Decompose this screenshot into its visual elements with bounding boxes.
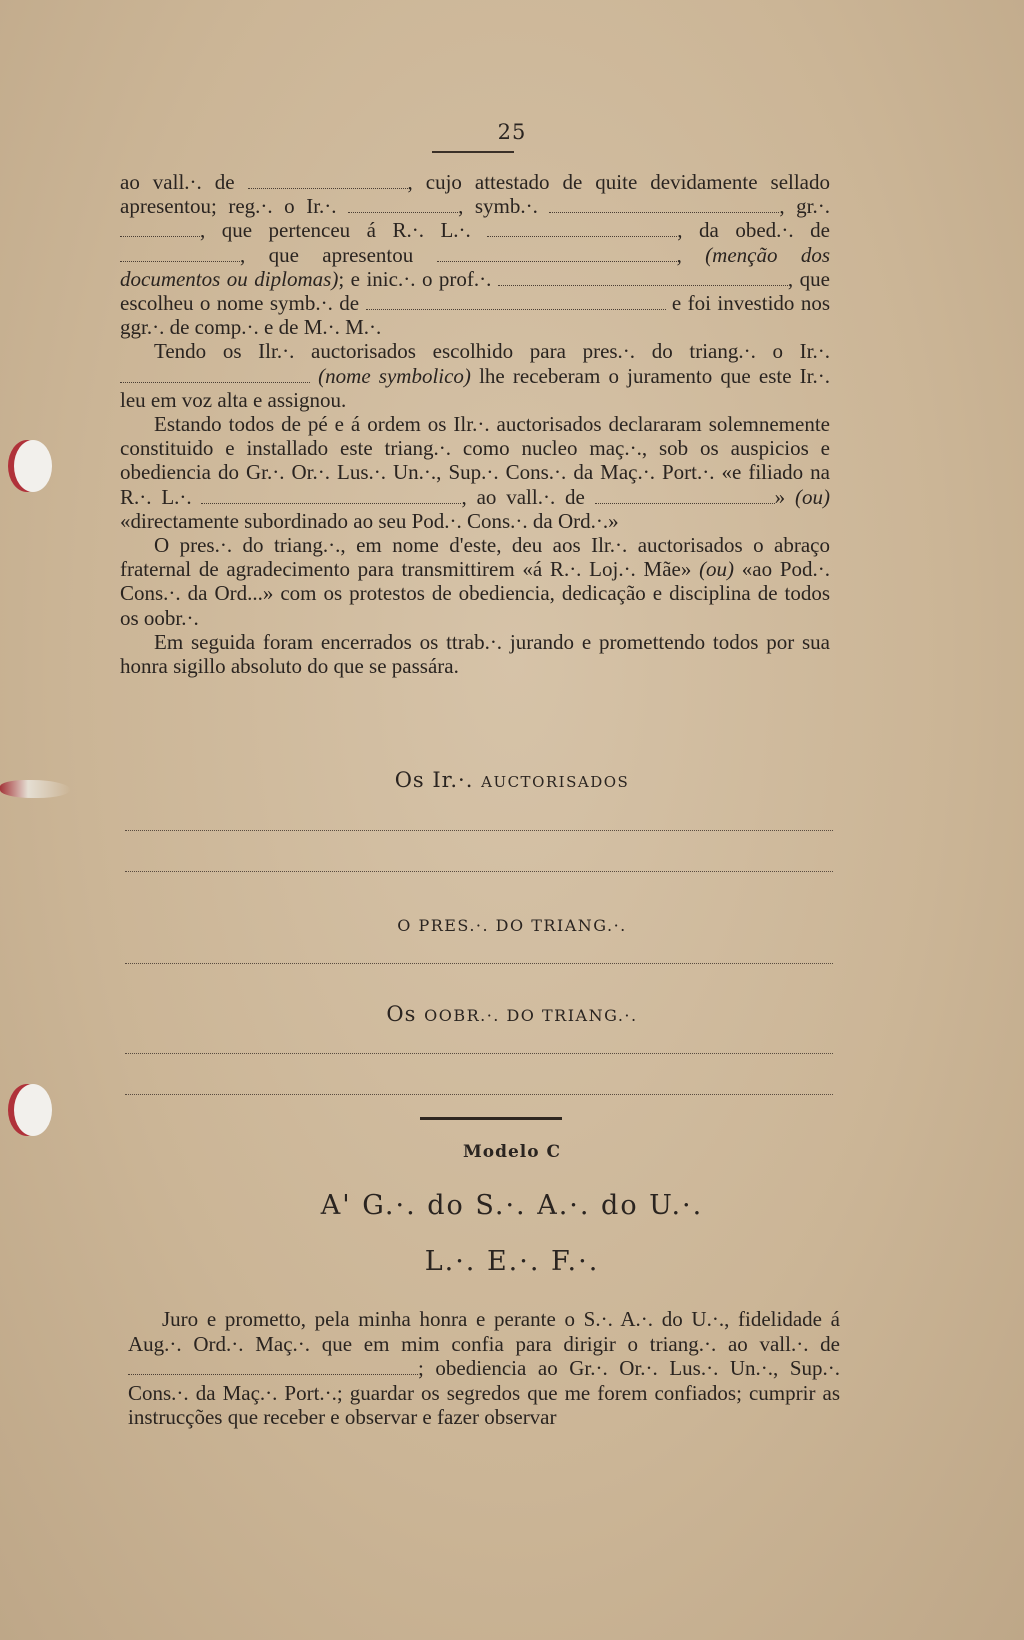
model-title: Modelo C: [462, 1142, 562, 1162]
paragraph-closing: Em seguida foram encerrados os ttrab.·. jurando e promettendo todos por sua honra sigillo absoluto do que se passára.: [120, 629, 830, 679]
text-run: , que escolheu o nome symb.·. de: [120, 266, 830, 316]
signature-title-oobr: Os OOBR.·. DO TRIANG.·.: [386, 1002, 638, 1026]
oath-heading-main: A' G.·. do S.·. A.·. do U.·.: [320, 1190, 704, 1221]
oath-paragraph: Juro e prometto, pela minha honra e perante o S.·. A.·. do U.·., fidelidade á Aug.·. Ord.·. Maç.·. que em mim confia para dirigir o triang.·. ao vall.·. de ; obediencia ao Gr.·. Or.·. Lus.·. Un.·., Sup.·. Cons.·. da Maç.·. Port.·.; guardar os segredos que me forem confiados; cumprir as instrucções que receber e observar e fazer observar: [128, 1307, 840, 1429]
text-run: , gr.·.: [779, 194, 831, 219]
text-run: , cujo attestado de quite devidamente sellado apresentou; reg.·. o Ir.·.: [120, 170, 831, 219]
paragraph-minutes-intro: [120, 170, 830, 339]
signature-line: [125, 1053, 833, 1054]
text-run: ao vall.·. de: [120, 170, 248, 194]
blank-line: [248, 184, 408, 189]
blank-line: [120, 232, 200, 237]
text-run: , que pertenceu á R.·. L.·.: [200, 218, 488, 243]
signature-line: [125, 963, 833, 964]
blank-line: [366, 305, 666, 310]
oath-heading-sub: L.·. E.·. F.·.: [424, 1246, 600, 1277]
minutes-text: [120, 170, 830, 678]
blank-line: [201, 498, 461, 503]
signature-line: [125, 1094, 833, 1095]
text-run: ; e inic.·. o prof.·.: [338, 266, 498, 291]
blank-line: [120, 377, 310, 382]
punch-hole: [14, 440, 52, 492]
signature-title-auctorisados: Os Ir.·. AUCTORISADOS: [394, 768, 630, 792]
blank-line: [595, 498, 775, 503]
signature-line: [125, 871, 833, 872]
text-run: , symb.·.: [458, 194, 550, 219]
text-run: ,: [676, 242, 706, 267]
blank-line: [498, 281, 788, 286]
blank-line: [348, 208, 458, 213]
text-run: , que apresentou: [240, 242, 437, 267]
punch-hole: [14, 1084, 52, 1136]
signature-line: [125, 830, 833, 831]
blank-line: [549, 208, 779, 213]
blank-line: [487, 232, 677, 237]
oath-text: [128, 1307, 840, 1430]
signature-title-president: O PRES.·. DO TRIANG.·.: [397, 916, 627, 935]
blank-line: [128, 1370, 418, 1375]
text-run: e foi investido nos ggr.·. de comp.·. e de M.·. M.·.: [120, 291, 830, 340]
paragraph-president-election: Tendo os Ilr.·. auctorisados escolhido para pres.·. do triang.·. o Ir.·. (nome symbolico) lhe receberam o juramento que este Ir.·. leu em voz alta e assignou.: [120, 339, 831, 412]
blank-line: [120, 256, 240, 261]
page-number-rule: [432, 151, 514, 153]
italic-note: (menção dos documentos ou diplomas): [120, 242, 830, 291]
paragraph-installation: Estando todos de pé e á ordem os Ilr.·. auctorisados declararam solemnemente constituido e installado este triang.·. como nucleo maç.·., sob os auspicios e obediencia do Gr.·. Or.·. Lus.·. Un.·., Sup.·. Cons.·. da Maç.·. Port.·. «e filiado na R.·. L.·. , ao vall.·. de » (ou) «directamente subordinado ao seu Pod.·. Cons.·. da Ord.·.»: [120, 412, 830, 533]
page-number: 25: [497, 120, 527, 144]
paragraph-fraternal-embrace: O pres.·. do triang.·., em nome d'este, deu aos Ilr.·. auctorisados o abraço fraternal de agradecimento para transmittirem «á R.·. Loj.·. Mãe» (ou) «ao Pod.·. Cons.·. da Ord...» com os protestos de obediencia, dedicação e disciplina de todos os oobr.·.: [120, 533, 830, 630]
text-run: , da obed.·. de: [677, 218, 830, 243]
section-rule: [420, 1117, 562, 1120]
blank-line: [437, 256, 677, 261]
